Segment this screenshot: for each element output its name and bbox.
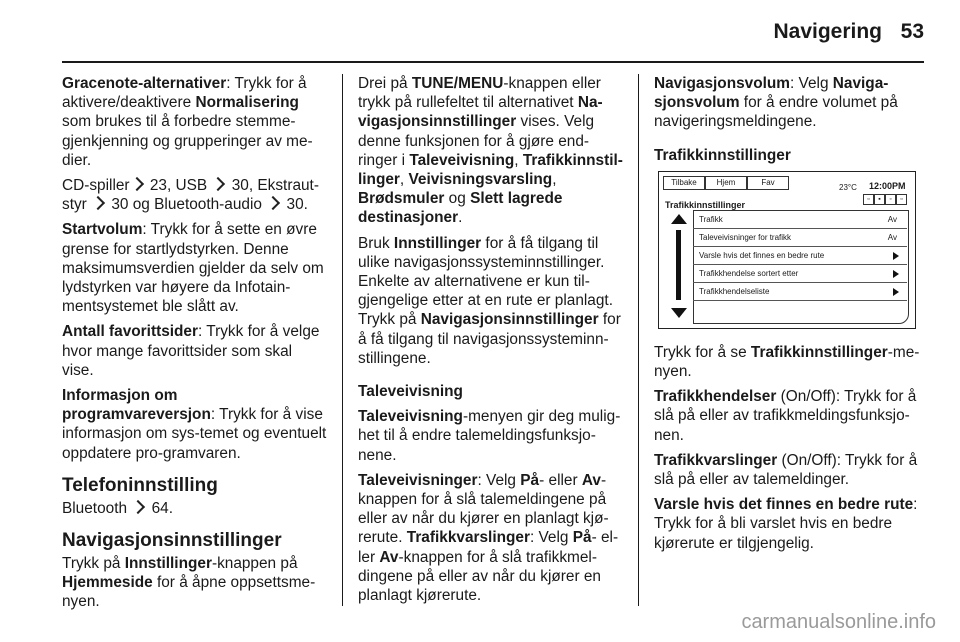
page-title: Navigering [773,20,882,43]
paragraph: Startvolum: Trykk for å sette en øvre grense for startlydstyrken. Denne maksimumsverdien gjelder da selv om lydstyrken var høyere da Infotain-mentsystemet ble slått av. [62,221,324,316]
page-number: 53 [900,20,924,43]
chevron-right-icon [893,288,899,296]
section-heading: Telefoninnstilling [62,474,218,496]
paragraph: Gracenote-alternativer: Trykk for å aktivere/deaktivere Normalisering som brukes til å forbedre stemme-gjenkjenning og grupperinger av me-dier. [62,75,313,169]
paragraph: CD-spiller 23, USB 30, Ekstraut-styr 30 og Bluetooth-audio 30. [62,177,319,214]
reference-arrow-icon [266,196,280,210]
screen-title: Trafikkinnstillinger [665,199,746,210]
watermark: carmanualsonline.info [741,611,936,633]
paragraph: Taleveivisning-menyen gir deg mulig-het til å endre talemeldingsfunksjo-nene. [358,408,621,464]
row-label: Varsle hvis det finnes en bedre rute [699,250,825,260]
paragraph: Trafikkvarslinger (On/Off): Trykk for å slå på eller av talemeldinger. [654,451,918,489]
scroll-up-icon[interactable] [671,214,687,224]
column-divider [638,74,639,606]
settings-row-better-route[interactable] [693,248,907,265]
settings-row-sort[interactable] [693,266,907,283]
paragraph: Antall favorittsider: Trykk for å velge hvor mange favorittsider som skal vise. [62,323,320,379]
favorites-button[interactable]: Fav [747,176,789,190]
row-label: Trafikkhendelseliste [699,286,770,296]
home-button[interactable]: Hjem [705,176,747,190]
route-icon[interactable]: ▪ [874,194,885,205]
settings-row-traffic[interactable] [693,212,907,229]
column-divider [342,74,343,606]
temperature-readout: 23°C [839,182,857,192]
page-header [0,0,960,62]
column-1 [62,74,327,618]
settings-row-event-list[interactable] [693,284,907,301]
paragraph: Taleveivisninger: Velg På- eller Av-knappen for å slå talemeldingene på eller av når du kjører en planlagt kjø-rerute. Trafikkvarslinger: Velg På- el-ler Av-knappen for å slå trafikkmel-dingene på eller av når du kjører en planlagt kjørerute. [358,471,619,605]
paragraph: Trafikkhendelser (On/Off): Trykk for å slå på eller av trafikkmeldingsfunksjo-nen. [654,388,917,444]
column-2 [358,74,623,611]
clock-readout: 12:00PM [869,180,906,191]
settings-icon[interactable]: ▫ [896,194,907,205]
screen-top-bar [663,176,911,190]
scroll-down-icon[interactable] [671,308,687,318]
row-value: Av [887,232,897,242]
paragraph: Informasjon om programvareversjon: Trykk for å vise informasjon om sys-temet og eventuelt oppdatere pro-gramvaren. [62,387,327,462]
reference-arrow-icon [131,500,145,514]
search-icon[interactable]: ◦ [885,194,896,205]
paragraph: Bruk Innstillinger for å få tilgang til ulike navigasjonssysteminnstillinger. Enkelte av alternativene er kun til-gjengelige etter at en rute er planlagt. Trykk på Navigasjonsinnstillinger for å få tilgang til navigasjonssysteminn-stillingene. [358,234,621,367]
back-button[interactable]: Tilbake [663,176,705,190]
paragraph: Varsle hvis det finnes en bedre rute: Trykk for å bli varslet hvis en bedre kjørerute er tilgjengelig. [654,496,918,552]
paragraph: Navigasjonsvolum: Velg Naviga-sjonsvolum for å endre volumet på navigeringsmeldingene. [654,75,898,131]
map-icon[interactable]: ▫ [863,194,874,205]
paragraph: Trykk på Innstillinger-knappen på Hjemmeside for å åpne oppsettsme-nyen. [62,555,316,611]
reference-arrow-icon [91,196,105,210]
column-3 [654,74,924,559]
row-value: Av [887,214,897,224]
row-label: Trafikk [699,214,723,224]
scrollbar[interactable] [676,230,681,300]
reference-arrow-icon [129,177,143,191]
chevron-right-icon [893,270,899,278]
paragraph: Bluetooth 64. [62,499,173,517]
subsection-heading: Trafikkinnstillinger [654,146,791,164]
reference-arrow-icon [211,177,225,191]
paragraph: Trykk for å se Trafikkinnstillinger-me-nyen. [654,343,920,381]
section-heading: Navigasjonsinnstillinger [62,530,282,552]
row-label: Taleveivisninger for trafikk [699,232,792,242]
row-label: Trafikkhendelse sortert etter [699,268,799,278]
subsection-heading: Taleveivisning [358,383,463,401]
settings-row-voice-traffic[interactable] [693,230,907,247]
infotainment-screen [658,171,916,329]
paragraph: Drei på TUNE/MENU-knappen eller trykk på rullefeltet til alternativet Na-vigasjonsinnstillinger vises. Velg denne funksjonen for å gjøre end-ringer i Taleveivisning, Trafikkinnstil-linger, Veivisningsvarsling, Brødsmuler og Slett lagrede destinasjoner. [358,75,623,227]
header-rule [62,61,924,63]
chevron-right-icon [893,252,899,260]
